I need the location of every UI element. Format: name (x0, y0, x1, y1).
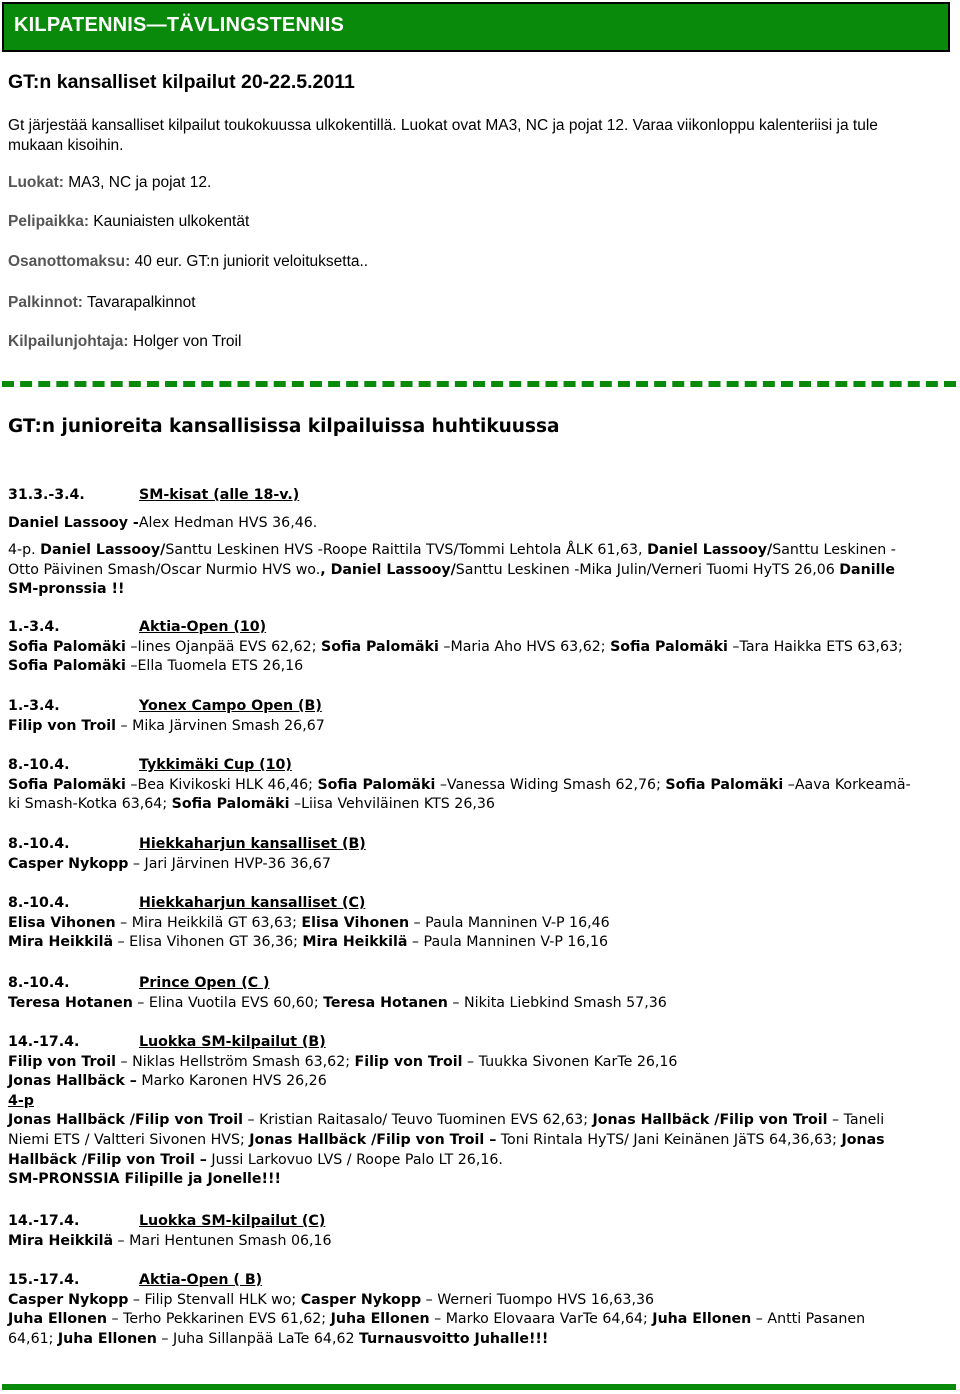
section-divider (2, 381, 956, 387)
info-label: Osanottomaksu: (8, 253, 131, 270)
tournament-date: 8.-10.4. (8, 975, 70, 991)
result-line: Juha Ellonen – Terho Pekkarinen EVS 61,62; Juha Ellonen – Marko Elovaara VarTe 64,64; Juha Ellonen – Antti Pasanen (8, 1311, 866, 1328)
result-line: SM-pronssia !! (8, 581, 125, 598)
tournament-header (8, 1271, 953, 1291)
result-line: Casper Nykopp – Filip Stenvall HLK wo; Casper Nykopp – Werneri Tuompo HVS 16,63,36 (8, 1291, 655, 1308)
result-line: Otto Päivinen Smash/Oscar Nurmio HVS wo., Daniel Lassooy/Santtu Leskinen -Mika Julin/Verneri Tuomi HyTS 26,06 Danille (8, 561, 895, 578)
intro-line: mukaan kisoihin. (8, 137, 124, 154)
info-luokat (8, 173, 211, 193)
result-line: 64,61; Juha Ellonen – Juha Sillanpää LaTe 64,62 Turnausvoitto Juhalle!!! (8, 1330, 549, 1347)
intro-line: Gt järjestää kansalliset kilpailut toukokuussa ulkokentillä. Luokat ovat MA3, NC ja pojat 12. Varaa viikonloppu kalenteriisi ja tule (8, 117, 878, 134)
info-kilpailunjohtaja (8, 332, 241, 352)
result-block-luokka-b (8, 1033, 953, 1190)
tournament-header (8, 486, 953, 506)
tournament-date: 1.-3.4. (8, 619, 60, 635)
result-line: Mira Heikkilä – Elisa Vihonen GT 36,36; Mira Heikkilä – Paula Manninen V-P 16,16 (8, 934, 609, 951)
result-line: Casper Nykopp – Jari Järvinen HVP-36 36,67 (8, 855, 331, 872)
result-line: Mira Heikkilä – Mari Hentunen Smash 06,16 (8, 1232, 332, 1249)
intro-text (8, 116, 878, 156)
result-line: 4-p. Daniel Lassooy/Santtu Leskinen HVS -Roope Raittila TVS/Tommi Lehtola ÅLK 61,63, Daniel Lassooy/Santtu Leskinen - (8, 542, 896, 559)
result-block-luokka-c (8, 1212, 953, 1251)
tournament-header (8, 1212, 953, 1232)
info-value: Tavarapalkinnot (82, 294, 196, 311)
tournament-date: 31.3.-3.4. (8, 487, 85, 503)
tournament-date: 8.-10.4. (8, 836, 70, 852)
info-palkinnot (8, 293, 196, 313)
result-line: Hallbäck /Filip von Troil – Jussi Larkovuo LVS / Roope Palo LT 26,16. (8, 1151, 503, 1168)
page-title: KILPATENNIS—TÄVLINGSTENNIS (14, 14, 345, 36)
tournament-title: Luokka SM-kilpailut (C) (139, 1213, 326, 1229)
info-value: Holger von Troil (128, 333, 242, 350)
tournament-title: Hiekkaharjun kansalliset (B) (139, 836, 366, 852)
result-line: Daniel Lassooy -Alex Hedman HVS 36,46. (8, 514, 318, 531)
result-line: Niemi ETS / Valtteri Sivonen HVS; Jonas Hallbäck /Filip von Troil – Toni Rintala HyTS/ Jani Keinänen JäTS 64,36,63; Jonas (8, 1131, 885, 1148)
result-block-hiekkaharju-c (8, 894, 953, 953)
section-heading: GT:n junioreita kansallisissa kilpailuissa huhtikuussa (8, 416, 560, 437)
result-line: Sofia Palomäki –Ella Tuomela ETS 26,16 (8, 658, 304, 675)
header-banner (2, 2, 950, 52)
tournament-header (8, 618, 953, 638)
result-block-prince (8, 974, 953, 1013)
result-block-hiekkaharju-b (8, 835, 953, 874)
info-label: Kilpailunjohtaja: (8, 333, 129, 350)
tournament-header (8, 974, 953, 994)
tournament-title: Luokka SM-kilpailut (B) (139, 1034, 326, 1050)
result-line: SM-PRONSSIA Filipille ja Jonelle!!! (8, 1171, 281, 1188)
tournament-title: Yonex Campo Open (B) (139, 698, 322, 714)
tournament-header (8, 894, 953, 914)
result-line: Jonas Hallbäck /Filip von Troil – Kristian Raitasalo/ Teuvo Tuominen EVS 62,63; Jonas Hallbäck /Filip von Troil – Taneli (8, 1112, 885, 1129)
tournament-title: Prince Open (C ) (139, 975, 270, 991)
result-block-yonex (8, 697, 953, 736)
info-value: 40 eur. GT:n juniorit veloituksetta.. (130, 253, 369, 270)
result-line: Sofia Palomäki –Bea Kivikoski HLK 46,46; Sofia Palomäki –Vanessa Widing Smash 62,76; Sofia Palomäki –Aava Korkeamä- (8, 776, 911, 793)
result-line: Jonas Hallbäck – Marko Karonen HVS 26,26 (8, 1073, 327, 1090)
tournament-header (8, 835, 953, 855)
tournament-date: 14.-17.4. (8, 1034, 80, 1050)
tournament-title: SM-kisat (alle 18-v.) (139, 487, 300, 503)
event-heading: GT:n kansalliset kilpailut 20-22.5.2011 (8, 71, 355, 93)
result-line: Sofia Palomäki –Iines Ojanpää EVS 62,62; Sofia Palomäki –Maria Aho HVS 63,62; Sofia Palomäki –Tara Haikka ETS 63,63; (8, 638, 903, 655)
tournament-header (8, 697, 953, 717)
info-label: Pelipaikka: (8, 213, 89, 230)
result-block-tykkimaki (8, 756, 953, 815)
tournament-date: 8.-10.4. (8, 895, 70, 911)
tournament-title: Hiekkaharjun kansalliset (C) (139, 895, 366, 911)
tournament-date: 1.-3.4. (8, 698, 60, 714)
info-label: Palkinnot: (8, 294, 83, 311)
info-value: MA3, NC ja pojat 12. (63, 174, 212, 191)
result-line: ki Smash-Kotka 63,64; Sofia Palomäki –Liisa Vehviläinen KTS 26,36 (8, 796, 495, 813)
tournament-title: Aktia-Open (10) (139, 619, 267, 635)
result-line: Teresa Hotanen – Elina Vuotila EVS 60,60; Teresa Hotanen – Nikita Liebkind Smash 57,36 (8, 994, 667, 1011)
tournament-header (8, 756, 953, 776)
result-block-aktia-10 (8, 618, 953, 677)
tournament-date: 8.-10.4. (8, 757, 70, 773)
result-line: Filip von Troil – Niklas Hellström Smash 63,62; Filip von Troil – Tuukka Sivonen KarTe 26,16 (8, 1053, 678, 1070)
info-value: Kauniaisten ulkokentät (89, 213, 250, 230)
tournament-header (8, 1033, 953, 1053)
tournament-date: 15.-17.4. (8, 1272, 80, 1288)
tournament-title: Aktia-Open ( B) (139, 1272, 263, 1288)
tournament-title: Tykkimäki Cup (10) (139, 757, 292, 773)
result-line: Filip von Troil – Mika Järvinen Smash 26,67 (8, 717, 325, 734)
footer-bar (2, 1384, 956, 1390)
info-pelipaikka (8, 212, 249, 232)
info-osanottomaksu (8, 252, 368, 272)
doubles-header: 4-p (8, 1092, 34, 1109)
result-block-aktia-b (8, 1271, 953, 1349)
info-label: Luokat: (8, 174, 64, 191)
result-block-sm (8, 486, 953, 600)
tournament-date: 14.-17.4. (8, 1213, 80, 1229)
result-line: Elisa Vihonen – Mira Heikkilä GT 63,63; Elisa Vihonen – Paula Manninen V-P 16,46 (8, 914, 610, 931)
